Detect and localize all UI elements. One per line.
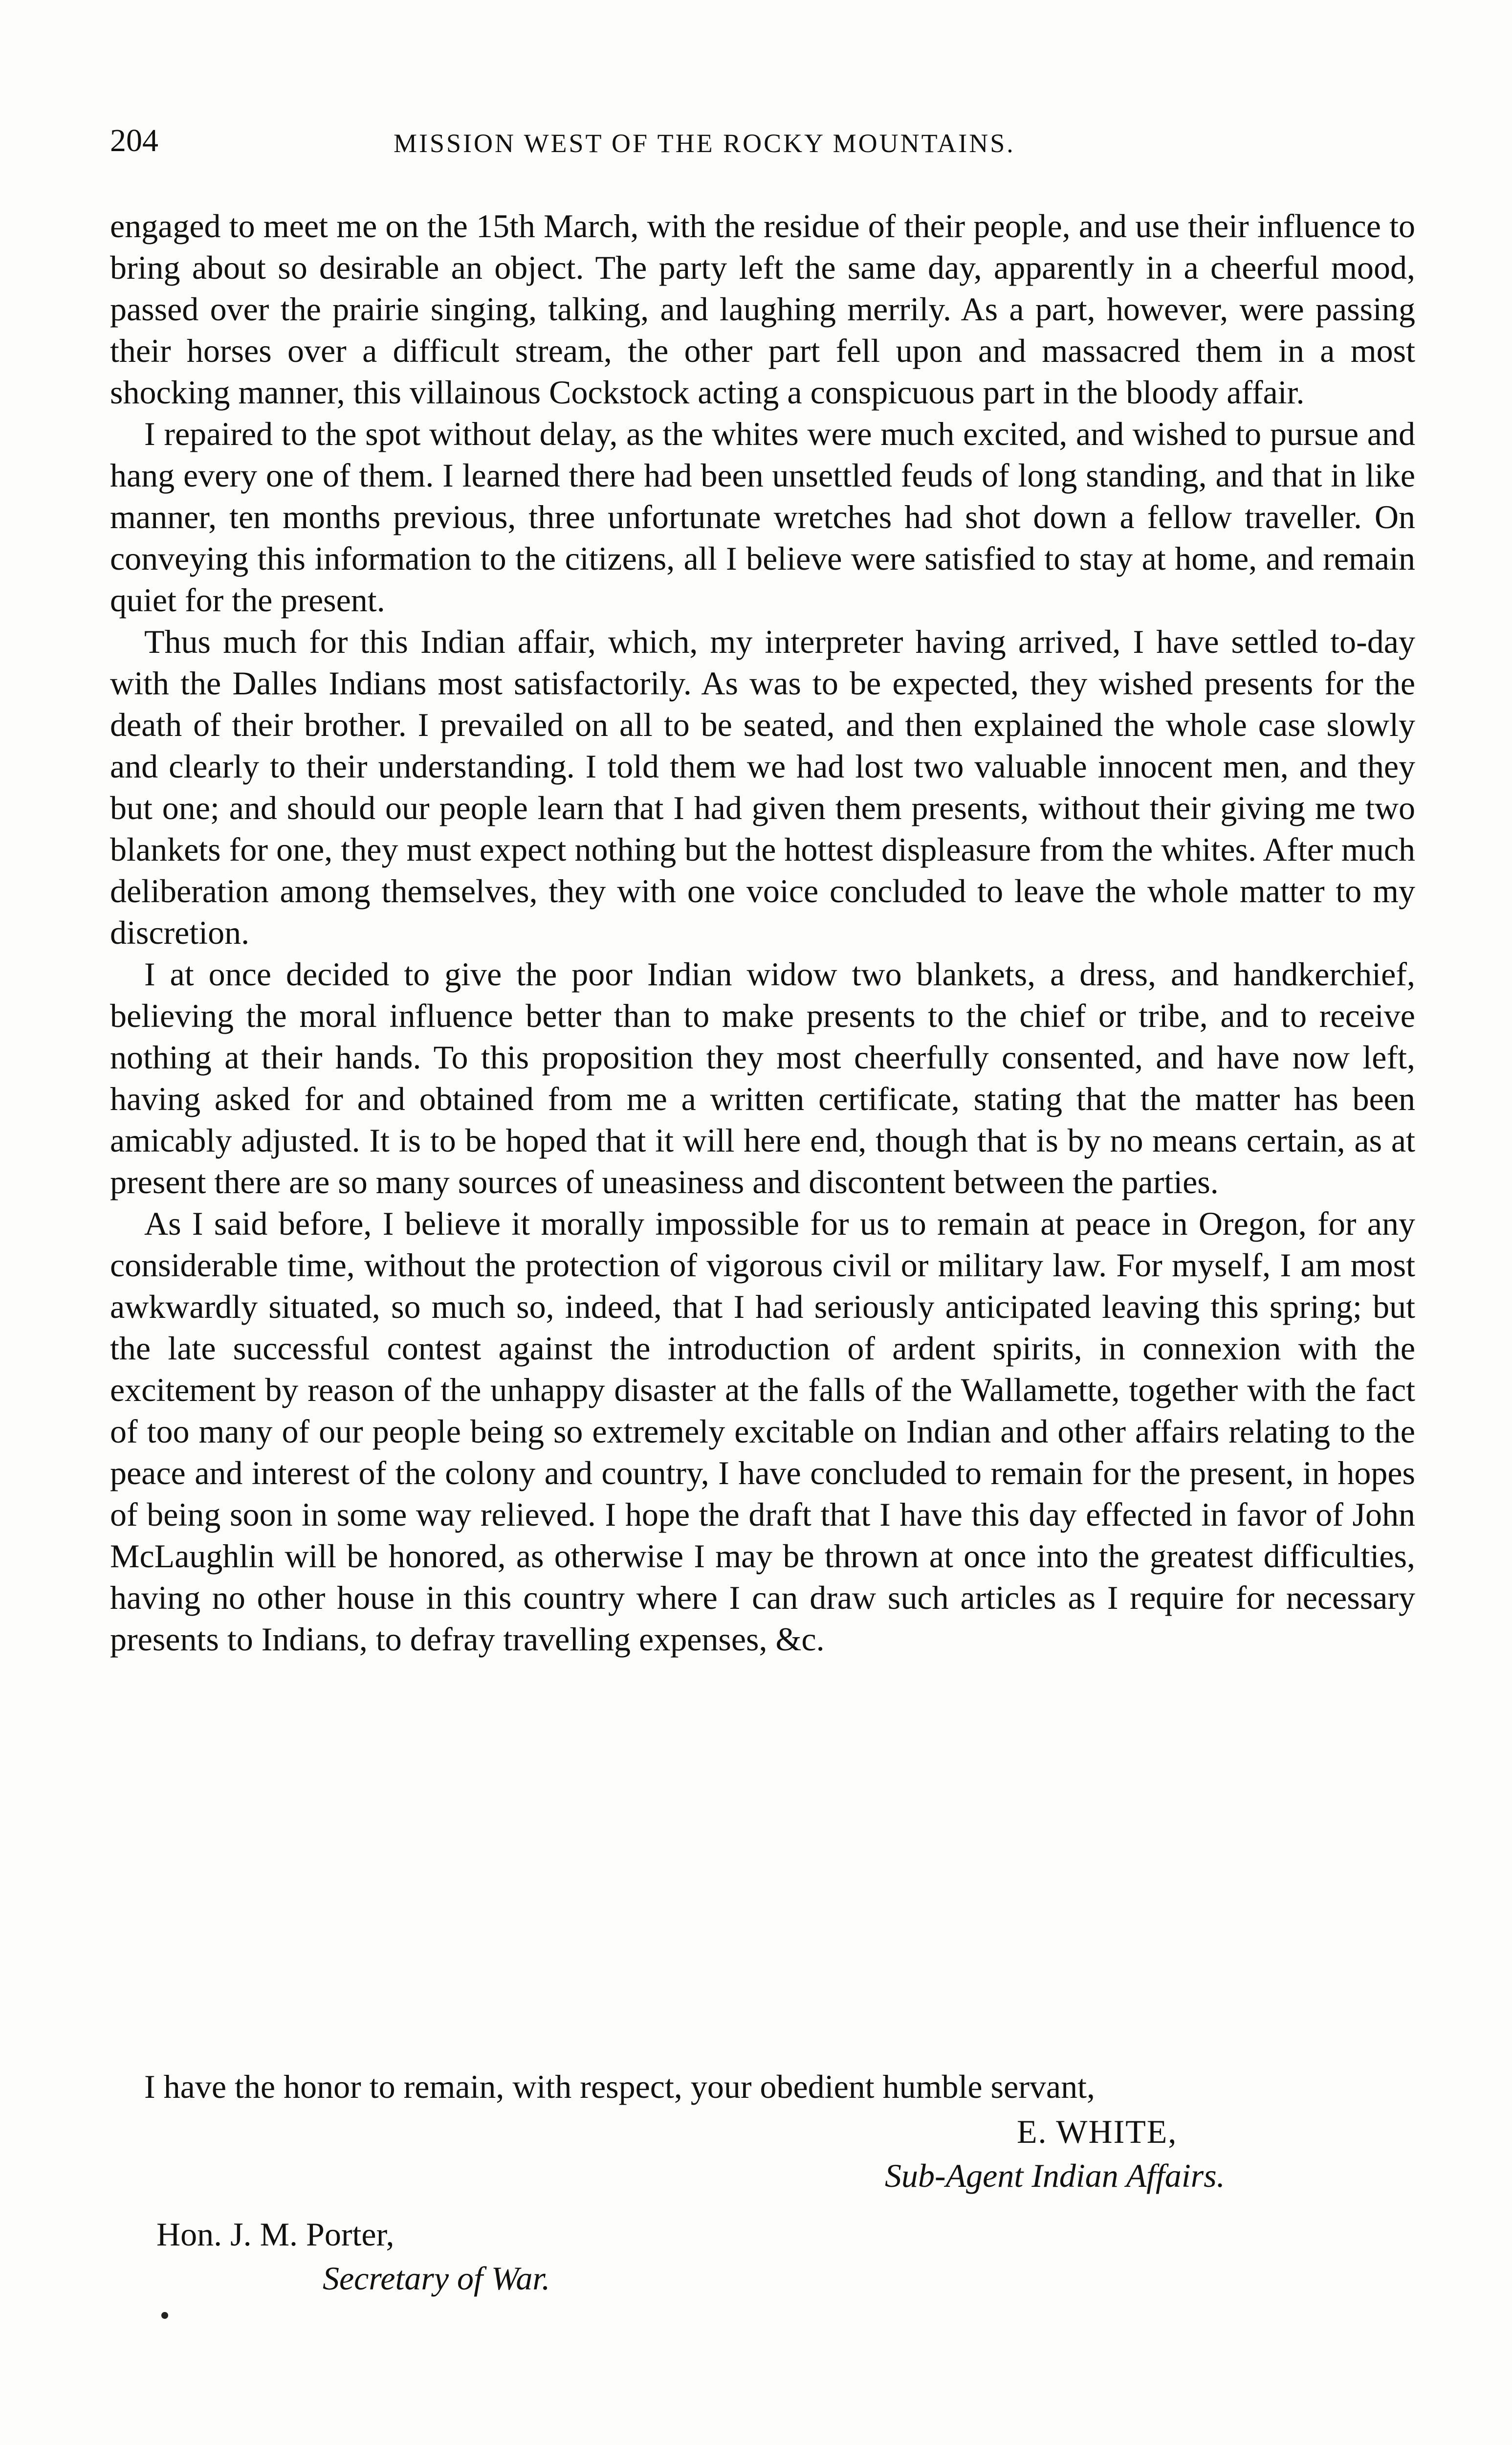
paragraph-5: As I said before, I believe it morally impossible for us to remain at peace in Oregon, for any considerable time, without the protection of vigorous civil or military law. For myself, I am most awkwardly situated, so much so, indeed, that I had seriously anticipated leaving this spring; but the late successful contest against the introduction of ardent spirits, in connexion with the excitement by reason of the unhappy disaster at the falls of the Wallamette, together with the fact of too many of our people being so extremely excitable on Indian and other affairs relating to the peace and interest of the colony and country, I have concluded to remain for the present, in hopes of being soon in some way relieved. I hope the draft that I have this day effected in favor of John McLaughlin will be honored, as otherwise I may be thrown at once into the greatest difficulties, having no other house in this country where I can draw such articles as I require for necessary presents to Indians, to defray travelling expenses, &c. bbox=[110, 1205, 1415, 1658]
signature-title: Sub-Agent Indian Affairs. bbox=[885, 2157, 1225, 2194]
page-number: 204 bbox=[110, 123, 158, 158]
paragraph-2: I repaired to the spot without delay, as the whites were much excited, and wished to pursue and hang every one of them. I learned there had been unsettled feuds of long standing, and that in like manner, ten months previous, three unfortunate wretches had shot down a fellow traveller. On conveying this information to the citizens, all I believe were satisfied to stay at home, and remain quiet for the present. bbox=[110, 415, 1415, 619]
addressee-name: Hon. J. M. Porter, bbox=[156, 2216, 394, 2253]
paragraph-3: Thus much for this Indian affair, which, my interpreter having arrived, I have settled to-day with the Dalles Indians most satisfactorily. As was to be expected, they wished presents for the death of their brother. I prevailed on all to be seated, and then explained the whole case slowly and clearly to their understanding. I told them we had lost two valuable innocent men, and they but one; and should our people learn that I had given them presents, without their giving me two blankets for one, they must expect nothing but the hottest displeasure from the whites. After much deliberation among themselves, they with one voice concluded to leave the whole matter to my discretion. bbox=[110, 623, 1415, 951]
letter-body bbox=[110, 205, 1415, 1660]
addressee-title: Secretary of War. bbox=[323, 2260, 550, 2297]
stray-ink-mark bbox=[161, 2312, 168, 2319]
signature-name: E. WHITE, bbox=[1017, 2113, 1178, 2150]
paragraph-4: I at once decided to give the poor Indian widow two blankets, a dress, and handkerchief, believing the moral influence better than to make presents to the chief or tribe, and to receive nothing at their hands. To this proposition they most cheerfully consented, and have now left, having asked for and obtained from me a written certificate, stating that the matter has been amicably adjusted. It is to be hoped that it will here end, though that is by no means certain, as at present there are so many sources of uneasiness and discontent between the parties. bbox=[110, 956, 1415, 1200]
running-head: MISSION WEST OF THE ROCKY MOUNTAINS. bbox=[394, 129, 1015, 158]
closing-line: I have the honor to remain, with respect, your obedient humble servant, bbox=[144, 2068, 1095, 2105]
paragraph-1: engaged to meet me on the 15th March, with the residue of their people, and use their influence to bring about so desirable an object. The party left the same day, apparently in a cheerful mood, passed over the prairie singing, talking, and laughing merrily. As a part, however, were passing their horses over a difficult stream, the other part fell upon and massacred them in a most shocking manner, this villainous Cockstock acting a conspicuous part in the bloody affair. bbox=[110, 207, 1415, 411]
page-header bbox=[110, 122, 1430, 176]
